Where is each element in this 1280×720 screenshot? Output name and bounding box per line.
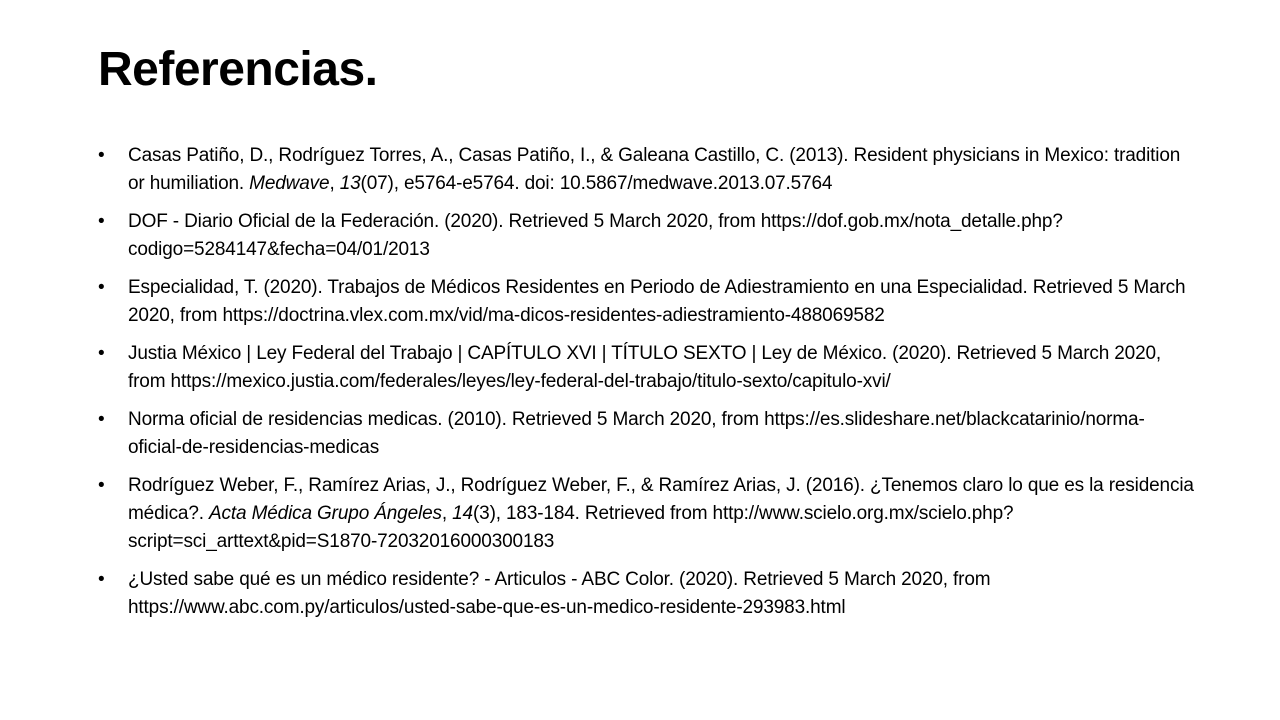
reference-text: (3), 183-184. Retrieved from http://www.scielo.org.mx/scielo.php?script=sci_arttext&pid=S1870-72032016000300183 xyxy=(128,503,1014,552)
reference-italic-text: 13 xyxy=(339,173,361,194)
reference-list xyxy=(98,142,1198,622)
reference-text: Norma oficial de residencias medicas. (2010). Retrieved 5 March 2020, from https://es.slideshare.net/blackcatarinio/norma-oficial-de-residencias-medicas xyxy=(128,409,1145,458)
bullet-icon: • xyxy=(98,409,105,430)
reference-text: Justia México | Ley Federal del Trabajo | CAPÍTULO XVI | TÍTULO SEXTO | Ley de México. (2020). Retrieved 5 March 2020, from https://mexico.justia.com/federales/leyes/ley-federal-del-trabajo/titulo-sexto/capitulo-xvi/ xyxy=(128,343,1162,392)
reference-text: Rodríguez Weber, F., Ramírez Arias, J., Rodríguez Weber, F., & Ramírez Arias, J. (2016). ¿Tenemos claro lo que es la residencia médica?. xyxy=(128,475,1194,524)
reference-item xyxy=(98,208,1198,264)
reference-italic-text: Acta Médica Grupo Ángeles xyxy=(209,503,442,524)
reference-item xyxy=(98,472,1198,556)
reference-text: , xyxy=(329,173,340,194)
bullet-icon: • xyxy=(98,145,105,166)
bullet-icon: • xyxy=(98,211,105,232)
reference-item xyxy=(98,406,1198,462)
reference-text: ¿Usted sabe qué es un médico residente? - Articulos - ABC Color. (2020). Retrieved 5 March 2020, from https://www.abc.com.py/articulos/usted-sabe-que-es-un-medico-residente-293983.html xyxy=(128,569,991,618)
reference-item xyxy=(98,566,1198,622)
bullet-icon: • xyxy=(98,569,105,590)
reference-text: DOF - Diario Oficial de la Federación. (2020). Retrieved 5 March 2020, from https://dof.gob.mx/nota_detalle.php?codigo=5284147&fecha=04/01/2013 xyxy=(128,211,1063,260)
reference-italic-text: 14 xyxy=(452,503,473,524)
reference-item xyxy=(98,142,1198,198)
reference-text: , xyxy=(441,503,453,524)
slide-title: Referencias. xyxy=(98,43,378,96)
reference-italic-text: Medwave xyxy=(249,173,330,194)
bullet-icon: • xyxy=(98,277,105,298)
bullet-icon: • xyxy=(98,475,105,496)
reference-item xyxy=(98,274,1198,330)
reference-text: Especialidad, T. (2020). Trabajos de Médicos Residentes en Periodo de Adiestramiento en una Especialidad. Retrieved 5 March 2020, from https://doctrina.vlex.com.mx/vid/ma-dicos-residentes-adiestramiento-488069582 xyxy=(128,277,1186,326)
reference-text: (07), e5764-e5764. doi: 10.5867/medwave.2013.07.5764 xyxy=(360,173,833,194)
reference-text: Casas Patiño, D., Rodríguez Torres, A., Casas Patiño, I., & Galeana Castillo, C. (2013). Resident physicians in Mexico: tradition or humiliation. xyxy=(128,145,1181,194)
bullet-icon: • xyxy=(98,343,105,364)
reference-item xyxy=(98,340,1198,396)
